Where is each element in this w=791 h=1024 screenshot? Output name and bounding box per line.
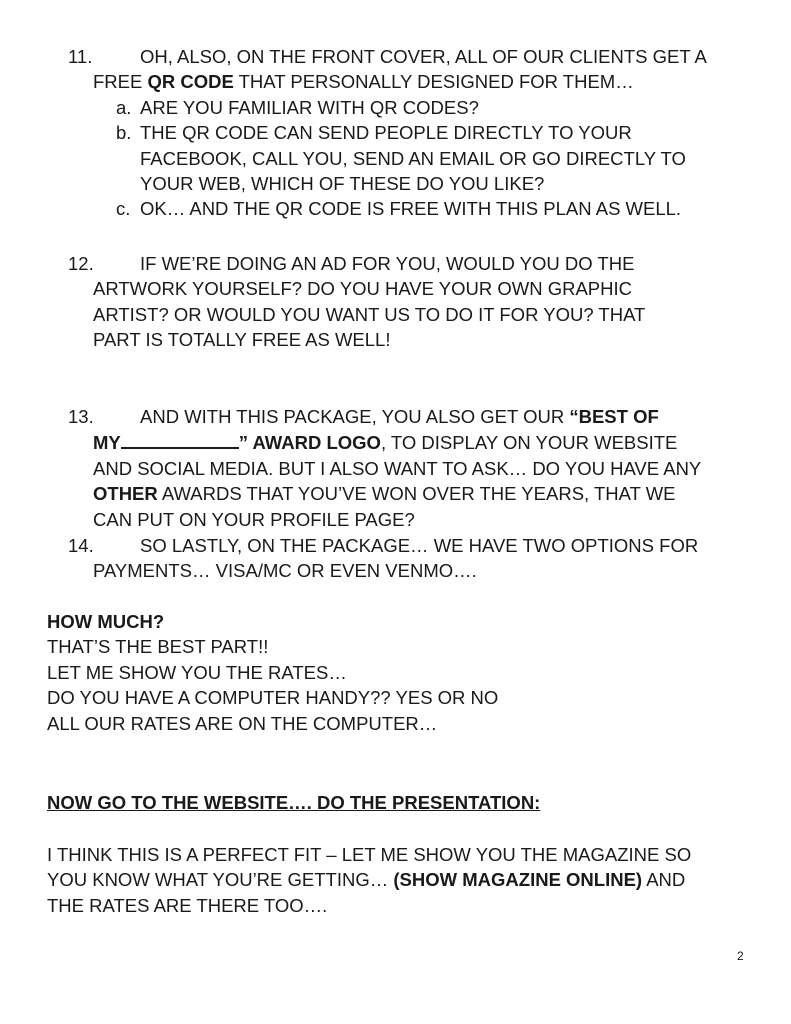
item-11-line-2 [68,69,758,94]
presentation-section [47,790,757,815]
item-11-text-1: OH, ALSO, ON THE FRONT COVER, ALL OF OUR CLIENTS GET A [140,46,707,67]
item-14-number: 14. [68,535,94,556]
item-12-text-2: ARTWORK YOURSELF? DO YOU HAVE YOUR OWN GRAPHIC [93,278,632,300]
best-of-bold: “BEST OF [569,406,659,427]
sub-b-text-1: THE QR CODE CAN SEND PEOPLE DIRECTLY TO YOUR [140,122,632,144]
sub-letter-b: b. [116,122,132,144]
award-logo-bold: ” AWARD LOGO [238,432,381,454]
sub-b-text-3: YOUR WEB, WHICH OF THESE DO YOU LIKE? [140,173,545,195]
sub-c-text: OK… AND THE QR CODE IS FREE WITH THIS PLAN AS WELL. [140,198,682,220]
page-number: 2 [737,949,744,963]
item-14-text-1: SO LASTLY, ON THE PACKAGE… WE HAVE TWO OPTIONS FOR [140,535,699,556]
how-much-line-4: ALL OUR RATES ARE ON THE COMPUTER… [47,712,438,734]
item-13-line-1 [68,404,758,429]
item-13-line-2 [68,429,758,455]
item-12-text-1: IF WE’RE DOING AN AD FOR YOU, WOULD YOU DO THE [140,253,635,274]
item-13-text-4: AWARDS THAT YOU’VE WON OVER THE YEARS, THAT WE [157,483,676,505]
item-13-text-5: CAN PUT ON YOUR PROFILE PAGE? [93,508,415,530]
item-14-line-1 [68,533,758,558]
sub-letter-c: c. [116,198,131,220]
how-much-heading: HOW MUCH? [47,611,165,632]
item-11-sub-c [68,196,758,221]
item-12-text-3: ARTIST? OR WOULD YOU WANT US TO DO IT FOR YOU? THAT [93,303,646,325]
presentation-line-3: THE RATES ARE THERE TOO…. [47,894,328,916]
item-12-text-4: PART IS TOTALLY FREE AS WELL! [93,329,391,351]
sub-b-text-2: FACEBOOK, CALL YOU, SEND AN EMAIL OR GO DIRECTLY TO [140,147,686,169]
item-11-number: 11. [68,46,93,67]
presentation-line-1: I THINK THIS IS A PERFECT FIT – LET ME SHOW YOU THE MAGAZINE SO [47,844,692,865]
item-13-number: 13. [68,406,94,427]
item-12 [68,251,758,353]
presentation-heading: NOW GO TO THE WEBSITE…. DO THE PRESENTATION: [47,792,541,813]
item-13-line-4 [68,481,758,506]
item-11-line-1 [68,44,758,69]
how-much-line-3: DO YOU HAVE A COMPUTER HANDY?? YES OR NO [47,687,499,709]
item-13 [68,404,758,532]
how-much-line-1: THAT’S THE BEST PART!! [47,636,269,658]
how-much-section [47,609,757,736]
presentation-text-2a: YOU KNOW WHAT YOU’RE GETTING… [47,869,394,891]
item-14 [68,533,758,584]
item-11-sub-a [68,95,758,120]
other-bold: OTHER [93,483,158,505]
item-12-number: 12. [68,253,94,274]
item-13-text-1a: AND WITH THIS PACKAGE, YOU ALSO GET OUR [140,406,570,427]
presentation-line-2 [47,867,757,892]
item-13-text-2: , TO DISPLAY ON YOUR WEBSITE [380,432,678,454]
item-14-text-2: PAYMENTS… VISA/MC OR EVEN VENMO…. [93,560,477,582]
item-11-sub-b [68,120,758,196]
item-11-text-2a: FREE [93,71,148,93]
sub-a-text: ARE YOU FAMILIAR WITH QR CODES? [140,96,479,118]
how-much-line-2: LET ME SHOW YOU THE RATES… [47,661,347,683]
sub-letter-a: a. [116,96,132,118]
my-bold: MY [93,432,121,454]
qr-code-bold: QR CODE [147,71,234,93]
item-11-text-2b: THAT PERSONALLY DESIGNED FOR THEM… [233,71,634,93]
presentation-body [47,842,757,918]
show-magazine-bold: (SHOW MAGAZINE ONLINE) [393,869,643,891]
item-11 [68,44,758,222]
award-blank-line [121,429,239,449]
item-13-text-3: AND SOCIAL MEDIA. BUT I ALSO WANT TO ASK… DO YOU HAVE ANY [93,457,702,479]
item-12-line-1 [68,251,758,276]
presentation-text-2b: AND [642,869,686,891]
